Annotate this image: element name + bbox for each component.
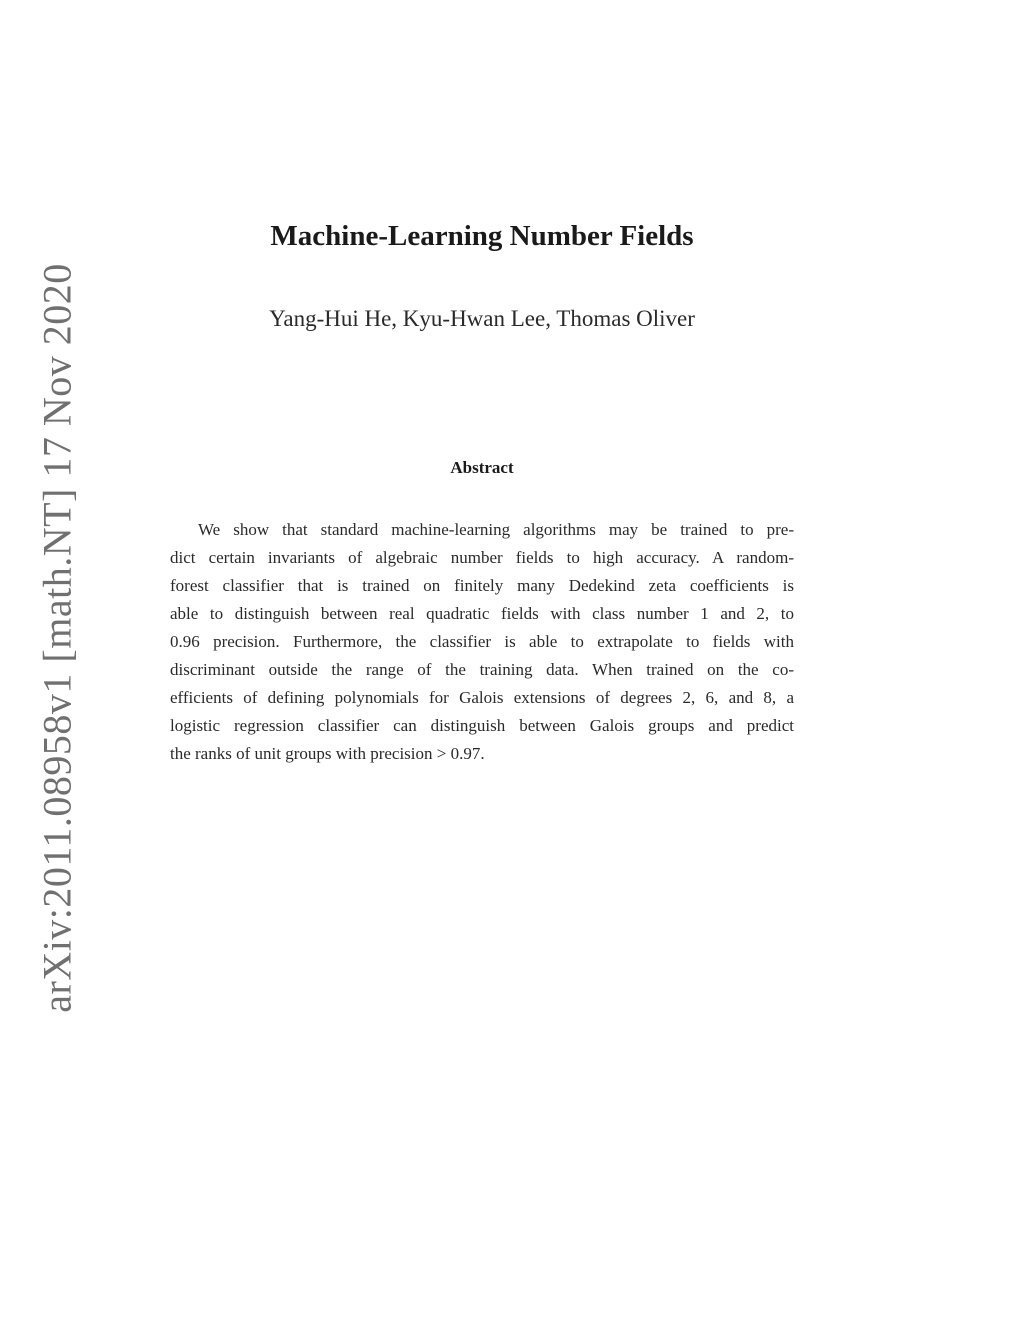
abstract-line: logistic regression classifier can distinguish between Galois groups and predict xyxy=(170,716,794,735)
abstract-line: able to distinguish between real quadratic fields with class number 1 and 2, to xyxy=(170,604,794,623)
abstract-line: forest classifier that is trained on finitely many Dedekind zeta coefficients is xyxy=(170,576,794,595)
abstract-line: the ranks of unit groups with precision > 0.97. xyxy=(170,744,485,763)
abstract-line: We show that standard machine-learning algorithms may be trained to pre- xyxy=(198,520,794,539)
abstract-line: efficients of defining polynomials for Galois extensions of degrees 2, 6, and 8, a xyxy=(170,688,794,707)
abstract-heading: Abstract xyxy=(450,458,514,477)
paper-title: Machine-Learning Number Fields xyxy=(270,220,694,252)
abstract-line: discriminant outside the range of the training data. When trained on the co- xyxy=(170,660,794,679)
arxiv-identifier-stamp: arXiv:2011.08958v1 [math.NT] 17 Nov 2020 xyxy=(34,263,80,1013)
abstract-line: 0.96 precision. Furthermore, the classifier is able to extrapolate to fields with xyxy=(170,632,794,651)
paper-authors: Yang-Hui He, Kyu-Hwan Lee, Thomas Oliver xyxy=(269,306,695,331)
abstract-line: dict certain invariants of algebraic number fields to high accuracy. A random- xyxy=(170,548,794,567)
abstract-body xyxy=(170,516,794,768)
